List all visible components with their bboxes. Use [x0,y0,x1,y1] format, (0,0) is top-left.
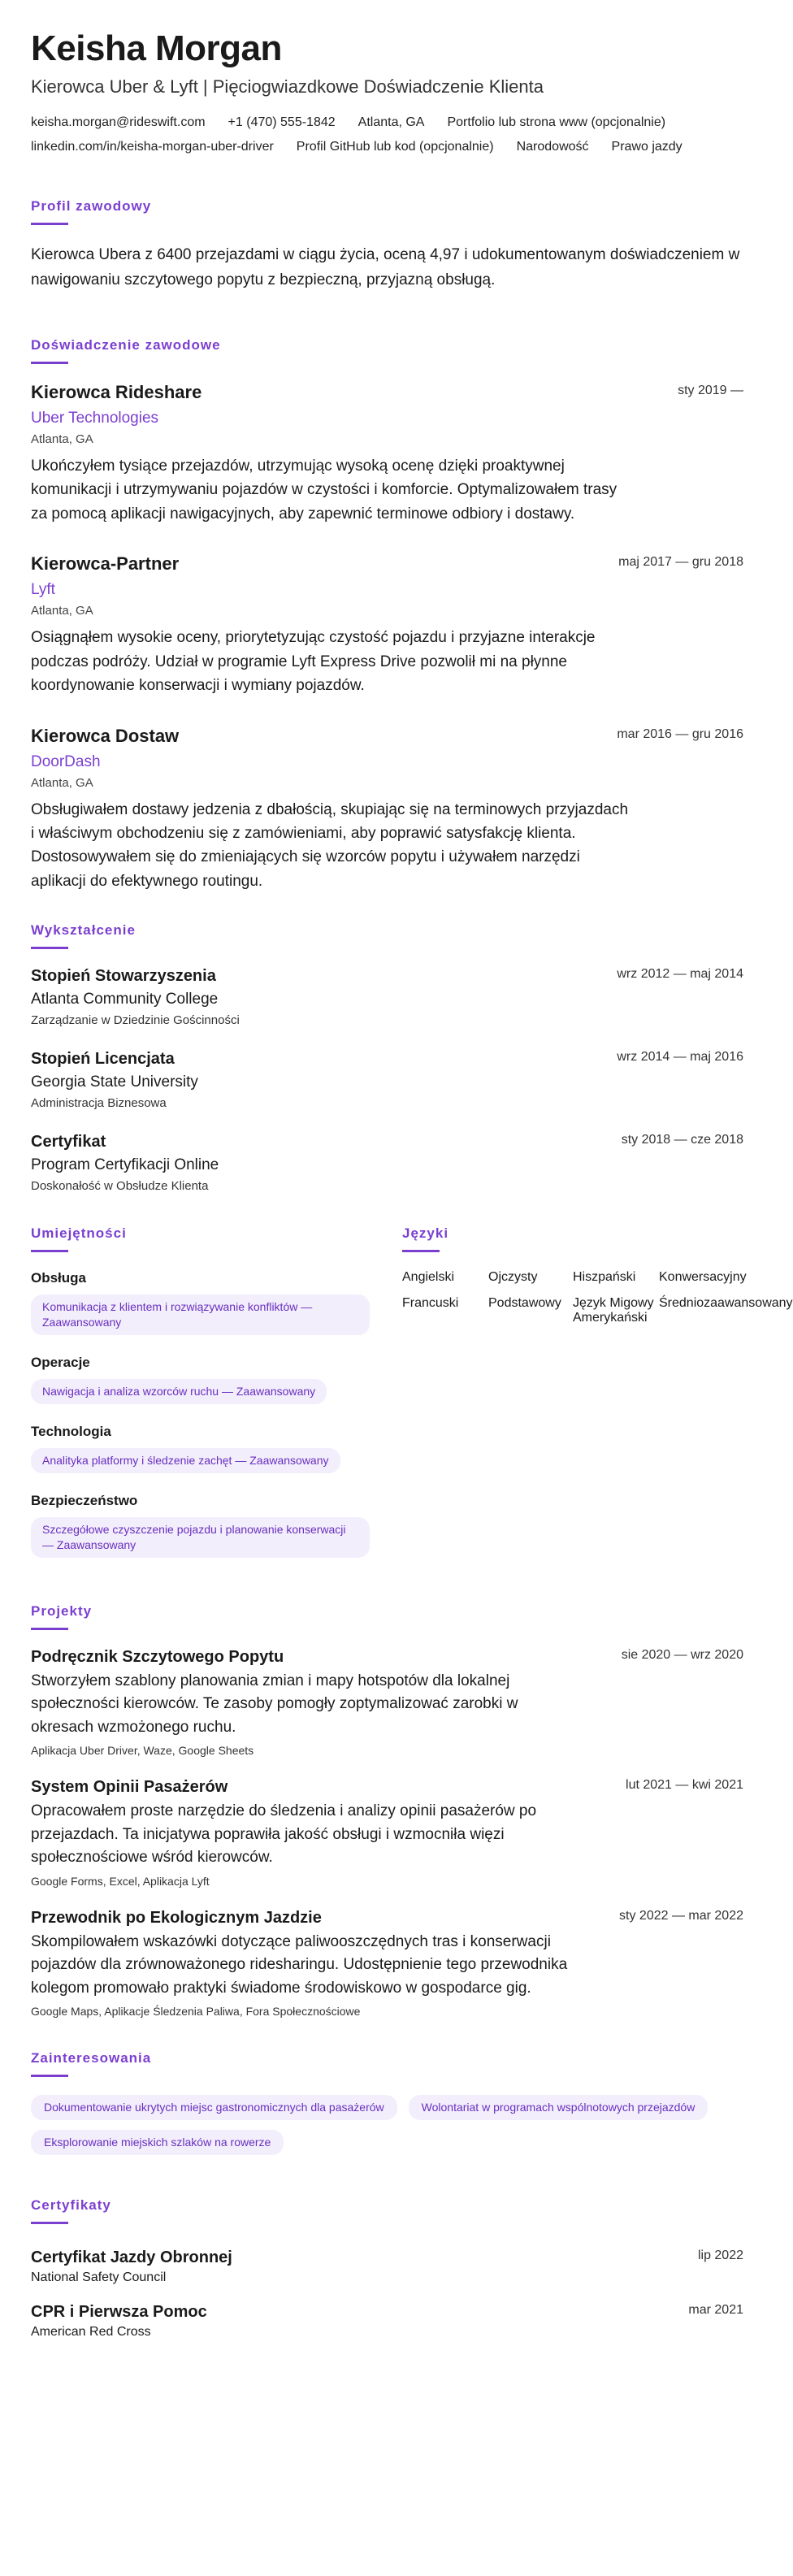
company-name: DoorDash [31,752,101,770]
certifications-section [31,2197,743,2340]
education-dates: wrz 2012 — maj 2014 [617,967,743,982]
project-name: System Opinii Pasażerów [31,1778,228,1797]
skill-group [31,1493,370,1558]
job-location: Atlanta, GA [31,432,93,446]
section-title: Zainteresowania [31,2050,152,2066]
resume-header [31,29,743,154]
language-entry [573,1296,793,1325]
education-item [31,1133,743,1193]
project-item [31,1909,743,2019]
section-title: Doświadczenie zawodowe [31,336,221,353]
study-field: Administracja Biznesowa [31,1096,167,1111]
contact-driving-license: Prawo jazdy [611,140,682,154]
contact-phone[interactable]: +1 (470) 555-1842 [228,115,336,130]
education-dates: wrz 2014 — maj 2016 [617,1050,743,1065]
interests-section [31,2050,743,2155]
section-divider [31,223,68,225]
education-section [31,922,743,1193]
skill-chip: Analityka platformy i śledzenie zachęt — Zaawansowany [31,1448,340,1473]
languages-section [402,1225,793,1576]
job-title: Kierowca-Partner [31,553,180,575]
degree-name: Stopień Stowarzyszenia [31,967,216,986]
skill-group [31,1355,370,1404]
degree-name: Stopień Licencjata [31,1050,175,1069]
project-tools: Google Maps, Aplikacje Śledzenia Paliwa, Fora Społecznościowe [31,2005,361,2019]
language-name: Hiszpański [573,1270,636,1285]
contact-linkedin[interactable]: linkedin.com/in/keisha-morgan-uber-driver [31,140,274,154]
contact-email[interactable]: keisha.morgan@rideswift.com [31,115,206,130]
contact-list [31,115,743,154]
section-divider [31,362,68,364]
certification-issuer: American Red Cross [31,2324,151,2339]
certification-issuer: National Safety Council [31,2270,167,2284]
education-item [31,967,743,1027]
experience-item [31,553,743,697]
certification-item [31,2249,743,2285]
certification-name: Certyfikat Jazdy Obronnej [31,2248,232,2266]
project-tools: Google Forms, Excel, Aplikacja Lyft [31,1874,210,1888]
language-entry [402,1270,573,1285]
experience-section [31,337,743,893]
skills-section [31,1225,370,1576]
certification-date: lip 2022 [697,2248,743,2262]
skill-group [31,1270,370,1335]
job-title: Kierowca Rideshare [31,381,202,402]
job-description: Ukończyłem tysiące przejazdów, utrzymując wysoką ocenę dzięki proaktywnej komunikacji i utrzymywaniu pojazdów w czystości i komforcie. Optymalizowałem trasy za pomocą aplikacji nawigacyjnych, aby zapewnić terminowe odbiory i dostawy. [31,457,618,523]
section-title: Umiejętności [31,1225,127,1242]
certification-name: CPR i Pierwsza Pomoc [31,2302,207,2321]
contact-location: Atlanta, GA [358,115,425,130]
section-divider [31,2075,68,2077]
school-name: Atlanta Community College [31,991,219,1008]
contact-github[interactable]: Profil GitHub lub kod (opcjonalnie) [296,140,494,154]
section-divider [402,1250,440,1252]
project-dates: sie 2020 — wrz 2020 [621,1647,743,1662]
section-title: Certyfikaty [31,2197,111,2213]
job-location: Atlanta, GA [31,604,93,618]
job-dates: mar 2016 — gru 2016 [617,726,743,741]
contact-nationality: Narodowość [516,140,589,154]
interest-chip: Wolontariat w programach wspólnotowych przejazdów [409,2095,708,2120]
candidate-tagline: Kierowca Uber & Lyft | Pięciogwiazdkowe Doświadczenie Klienta [31,76,544,98]
job-description: Obsługiwałem dostawy jedzenia z dbałością, skupiając się na terminowych przyjazdach i właściwym obchodzeniu się z zamówieniami, aby poprawić satysfakcję klienta. Dostosowywałem się do zmieniających się wzorców popytu i używałem narzędzi aplikacji do efektywnego routingu. [31,800,629,890]
company-name: Lyft [31,581,55,599]
project-description: Stworzyłem szablony planowania zmian i mapy hotspotów dla lokalnej społeczności kierowców. Te zasoby pomogły zoptymalizować zarobki w okresach wzmożonego ruchu. [31,1672,518,1736]
project-dates: lut 2021 — kwi 2021 [626,1778,743,1793]
skill-group [31,1424,370,1473]
certification-date: mar 2021 [688,2302,743,2317]
job-dates: maj 2017 — gru 2018 [618,555,743,570]
project-description: Opracowałem proste narzędzie do śledzenia i analizy opinii pasażerów po przejazdach. Ta inicjatywa poprawiła jakość obsługi i wzmocniła więzi społecznościowe wśród kierowców. [31,1802,537,1867]
project-name: Podręcznik Szczytowego Popytu [31,1647,284,1666]
school-name: Program Certyfikacji Online [31,1156,219,1174]
job-title: Kierowca Dostaw [31,725,180,746]
project-item [31,1648,743,1758]
section-divider [31,2222,68,2224]
section-title: Projekty [31,1602,93,1619]
degree-name: Certyfikat [31,1133,106,1151]
project-item [31,1778,743,1888]
project-name: Przewodnik po Ekologicznym Jazdzie [31,1908,322,1927]
experience-item [31,726,743,894]
project-description: Skompilowałem wskazówki dotyczące paliwooszczędnych tras i konserwacji pojazdów dla zrównoważonego ridesharingu. Udostępnienie tego przewodnika kolegom promowało praktyki świadome środowiskowo w gospodarce gig. [31,1932,568,1997]
projects-section [31,1603,743,2019]
skill-chip: Nawigacja i analiza wzorców ruchu — Zaawansowany [31,1379,327,1404]
skill-chip: Komunikacja z klientem i rozwiązywanie konfliktów — Zaawansowany [31,1295,370,1335]
skill-category: Obsługa [31,1270,87,1286]
job-dates: sty 2019 — [678,383,743,397]
language-level: Konwersacyjny [659,1270,747,1285]
language-entry [573,1270,747,1285]
language-level: Ojczysty [488,1270,538,1285]
language-name: Język Migowy Amerykański [573,1296,654,1325]
language-level: Podstawowy [488,1296,561,1311]
project-dates: sty 2022 — mar 2022 [619,1908,743,1923]
company-name: Uber Technologies [31,409,159,427]
interest-chip: Dokumentowanie ukrytych miejsc gastronomicznych dla pasażerów [31,2095,397,2120]
section-title: Języki [402,1225,449,1242]
section-title: Wykształcenie [31,922,136,939]
profile-section [31,198,743,293]
language-name: Angielski [402,1270,455,1285]
section-title: Profil zawodowy [31,198,152,215]
interest-chip: Eksplorowanie miejskich szlaków na rowerze [31,2130,284,2155]
job-location: Atlanta, GA [31,775,93,790]
candidate-name: Keisha Morgan [31,28,282,68]
study-field: Doskonałość w Obsłudze Klienta [31,1179,209,1194]
contact-portfolio[interactable]: Portfolio lub strona www (opcjonalnie) [447,115,666,130]
section-divider [31,1250,68,1252]
language-level: Średniozaawansowany [659,1296,793,1311]
project-tools: Aplikacja Uber Driver, Waze, Google Sheets [31,1744,254,1758]
education-dates: sty 2018 — cze 2018 [621,1133,743,1147]
study-field: Zarządzanie w Dziedzinie Gościnności [31,1013,240,1028]
skill-category: Bezpieczeństwo [31,1492,138,1508]
language-row [402,1296,793,1325]
language-name: Francuski [402,1296,459,1311]
skills-languages-row [31,1225,793,1576]
section-divider [31,1628,68,1630]
skill-category: Technologia [31,1423,111,1439]
language-entry [402,1296,573,1325]
school-name: Georgia State University [31,1073,198,1091]
language-row [402,1270,747,1285]
interest-chip-list [31,2095,743,2155]
education-item [31,1050,743,1110]
skill-category: Operacje [31,1355,90,1371]
skill-chip: Szczegółowe czyszczenie pojazdu i planowanie konserwacji — Zaawansowany [31,1517,370,1558]
section-divider [31,947,68,949]
certification-item [31,2303,743,2340]
job-description: Osiągnąłem wysokie oceny, priorytetyzując czystość pojazdu i przyjazne interakcje podczas podróży. Udział w programie Lyft Express Drive pozwolił mi na płynne koordynowanie konserwacji i wymiany pojazdów. [31,629,596,695]
experience-item [31,382,743,526]
profile-summary: Kierowca Ubera z 6400 przejazdami w ciągu życia, oceną 4,97 i udokumentowanym doświadczeniem w nawigowaniu szczytowego popytu z bezpieczną, przyjazną obsługą. [31,246,740,289]
